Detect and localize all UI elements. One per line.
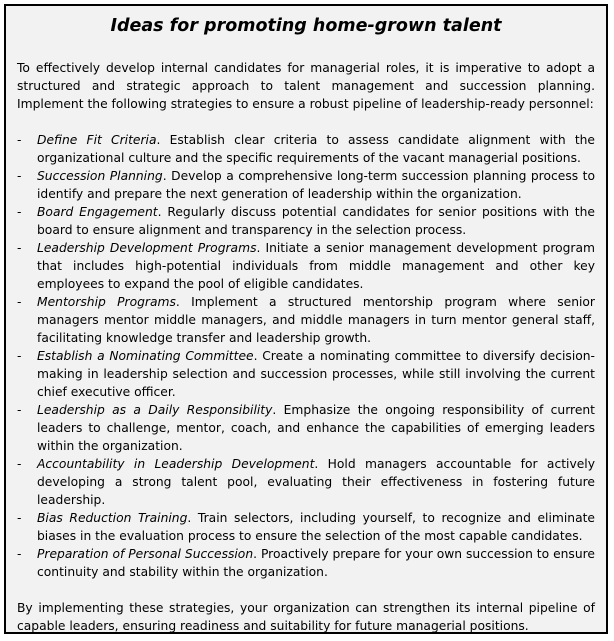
strategy-term: Define Fit Criteria [37,133,157,147]
bullet-dash: - [17,511,22,525]
strategy-text: . Implement a structured mentorship program where senior managers mentor middle managers, and middle managers in turn mentor general staff, facilitating knowledge transfer and leadership growth. [37,295,595,345]
strategy-text: . Emphasize the ongoing responsibility of current leaders to challenge, mentor, coach, and enhance the capabilities of emerging leaders within the organization. [37,403,595,453]
strategy-text: . Initiate a senior management development program that includes high-potential individuals from middle management and other key employees to expand the pool of eligible candidates. [37,241,596,291]
strategy-text: . Proactively prepare for your own succession to ensure continuity and stability within the organization. [37,547,595,579]
bullet-dash: - [17,169,22,183]
strategy-item [17,293,595,347]
strategy-text: . Create a nominating committee to diversify decision-making in leadership selection and succession processes, while still involving the current chief executive officer. [37,349,595,399]
bullet-dash: - [17,295,22,309]
closing-paragraph: By implementing these strategies, your organization can strengthen its internal pipeline of capable leaders, ensuring readiness and suitability for future managerial positions. [17,601,595,633]
strategy-text: . Hold managers accountable for actively developing a strong talent pool, evaluating their effectiveness in fostering future leadership. [37,457,595,507]
strategy-term: Leadership Development Programs [37,241,257,255]
intro-paragraph: To effectively develop internal candidates for managerial roles, it is imperative to adopt a structured and strategic approach to talent management and succession planning. Implement the following strategies to ensure a robust pipeline of leadership-ready personnel: [17,61,595,111]
bullet-dash: - [17,205,22,219]
strategy-term: Succession Planning [37,169,163,183]
strategy-term: Mentorship Programs [37,295,176,309]
strategy-text: . Establish clear criteria to assess candidate alignment with the organizational culture and the specific requirements of the vacant managerial positions. [37,133,596,165]
strategy-item [17,203,595,239]
bullet-dash: - [17,403,22,417]
strategy-item [17,509,595,545]
strategy-item [17,347,595,401]
strategy-term: Establish a Nominating Committee [37,349,254,363]
strategy-term: Leadership as a Daily Responsibility [37,403,273,417]
document-title: Ideas for promoting home-grown talent [110,16,502,36]
strategy-item [17,401,595,455]
strategy-item [17,545,595,581]
document-box [4,4,608,634]
strategy-term: Bias Reduction Training [37,511,188,525]
bullet-dash: - [17,457,22,471]
strategy-term: Board Engagement [37,205,158,219]
strategy-text: . Regularly discuss potential candidates for senior positions with the board to ensure alignment and transparency in the selection process. [37,205,595,237]
strategy-item [17,455,595,509]
strategy-item [17,167,595,203]
strategy-item [17,239,595,293]
strategy-term: Accountability in Leadership Development [37,457,315,471]
bullet-dash: - [17,547,22,561]
document-body [6,59,606,635]
bullet-dash: - [17,133,22,147]
strategy-text: . Develop a comprehensive long-term succession planning process to identify and prepare the next generation of leadership within the organization. [37,169,595,201]
strategy-text: . Train selectors, including yourself, to recognize and eliminate biases in the evaluation process to ensure the selection of the most capable candidates. [37,511,595,543]
strategy-list [17,131,595,581]
bullet-dash: - [17,241,22,255]
bullet-dash: - [17,349,22,363]
strategy-term: Preparation of Personal Succession [37,547,254,561]
strategy-item [17,131,595,167]
